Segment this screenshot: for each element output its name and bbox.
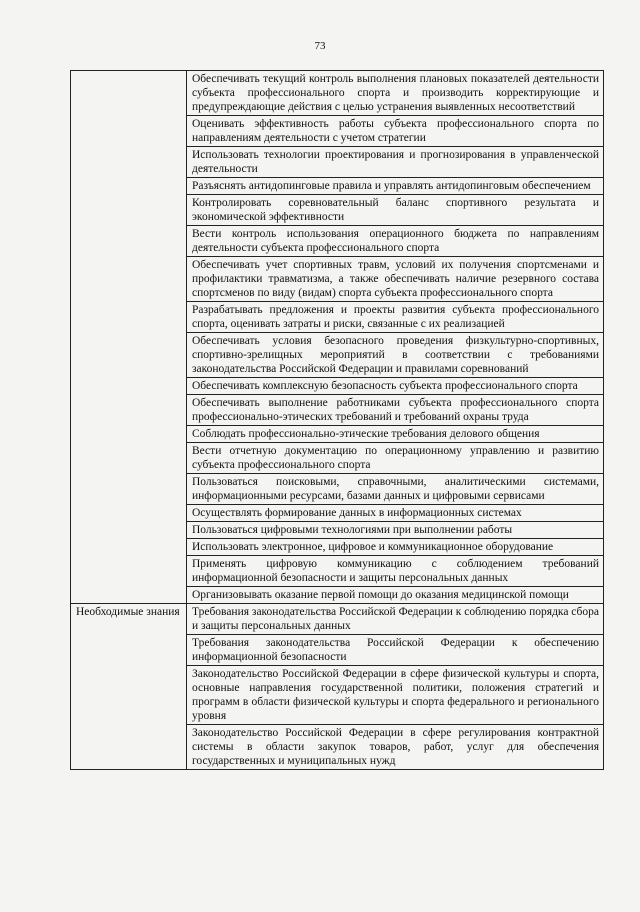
table-cell: Законодательство Российской Федерации в сфере регулирования контрактной системы в области закупок товаров, работ, услуг для обеспечения государственных и муниципальных нужд <box>187 725 604 770</box>
table-row <box>71 604 604 635</box>
table-cell: Использовать электронное, цифровое и коммуникационное оборудование <box>187 539 604 556</box>
table-cell: Обеспечивать выполнение работниками субъекта профессионального спорта профессионально-этических требований и требований охраны труда <box>187 395 604 426</box>
table-cell: Использовать технологии проектирования и прогнозирования в управленческой деятельности <box>187 147 604 178</box>
table-cell: Осуществлять формирование данных в информационных системах <box>187 505 604 522</box>
section-label-skills <box>71 71 187 604</box>
table-cell: Вести контроль использования операционного бюджета по направлениям деятельности субъекта профессионального спорта <box>187 226 604 257</box>
table-cell: Вести отчетную документацию по операционному управлению и развитию субъекта профессионального спорта <box>187 443 604 474</box>
table-cell: Соблюдать профессионально-этические требования делового общения <box>187 426 604 443</box>
table-cell: Организовывать оказание первой помощи до оказания медицинской помощи <box>187 587 604 604</box>
requirements-table <box>70 70 604 770</box>
table-cell: Оценивать эффективность работы субъекта профессионального спорта по направлениям деятельности с учетом стратегии <box>187 116 604 147</box>
table-cell: Обеспечивать учет спортивных травм, условий их получения спортсменами и профилактики травматизма, а также обеспечивать наличие резервного состава спортсменов по виду (видам) спорта субъекта профессионального спорта <box>187 257 604 302</box>
table-cell: Обеспечивать текущий контроль выполнения плановых показателей деятельности субъекта профессионального спорта и производить корректирующие и предупреждающие действия с целью устранения выявленных несоответствий <box>187 71 604 116</box>
table-cell: Обеспечивать комплексную безопасность субъекта профессионального спорта <box>187 378 604 395</box>
table-cell: Требования законодательства Российской Федерации к обеспечению информационной безопасности <box>187 635 604 666</box>
table-cell: Пользоваться поисковыми, справочными, аналитическими системами, информационными ресурсами, базами данных и цифровыми сервисами <box>187 474 604 505</box>
table-row <box>71 71 604 116</box>
table-cell: Применять цифровую коммуникацию с соблюдением требований информационной безопасности и защиты персональных данных <box>187 556 604 587</box>
section-label-knowledge: Необходимые знания <box>71 604 187 770</box>
table-cell: Пользоваться цифровыми технологиями при выполнении работы <box>187 522 604 539</box>
table-cell: Законодательство Российской Федерации в сфере физической культуры и спорта, основные направления государственной политики, положения стратегий и программ в области физической культуры и спорта федерального и регионального уровня <box>187 666 604 725</box>
table-cell: Разъяснять антидопинговые правила и управлять антидопинговым обеспечением <box>187 178 604 195</box>
table-cell: Разрабатывать предложения и проекты развития субъекта профессионального спорта, оценивать затраты и риски, связанные с их реализацией <box>187 302 604 333</box>
table-cell: Контролировать соревновательный баланс спортивного результата и экономической эффективности <box>187 195 604 226</box>
table-cell: Обеспечивать условия безопасного проведения физкультурно-спортивных, спортивно-зрелищных мероприятий в соответствии с требованиями законодательства Российской Федерации и правилами соревнований <box>187 333 604 378</box>
table-cell: Требования законодательства Российской Федерации к соблюдению порядка сбора и защиты персональных данных <box>187 604 604 635</box>
page-number: 73 <box>314 40 326 52</box>
